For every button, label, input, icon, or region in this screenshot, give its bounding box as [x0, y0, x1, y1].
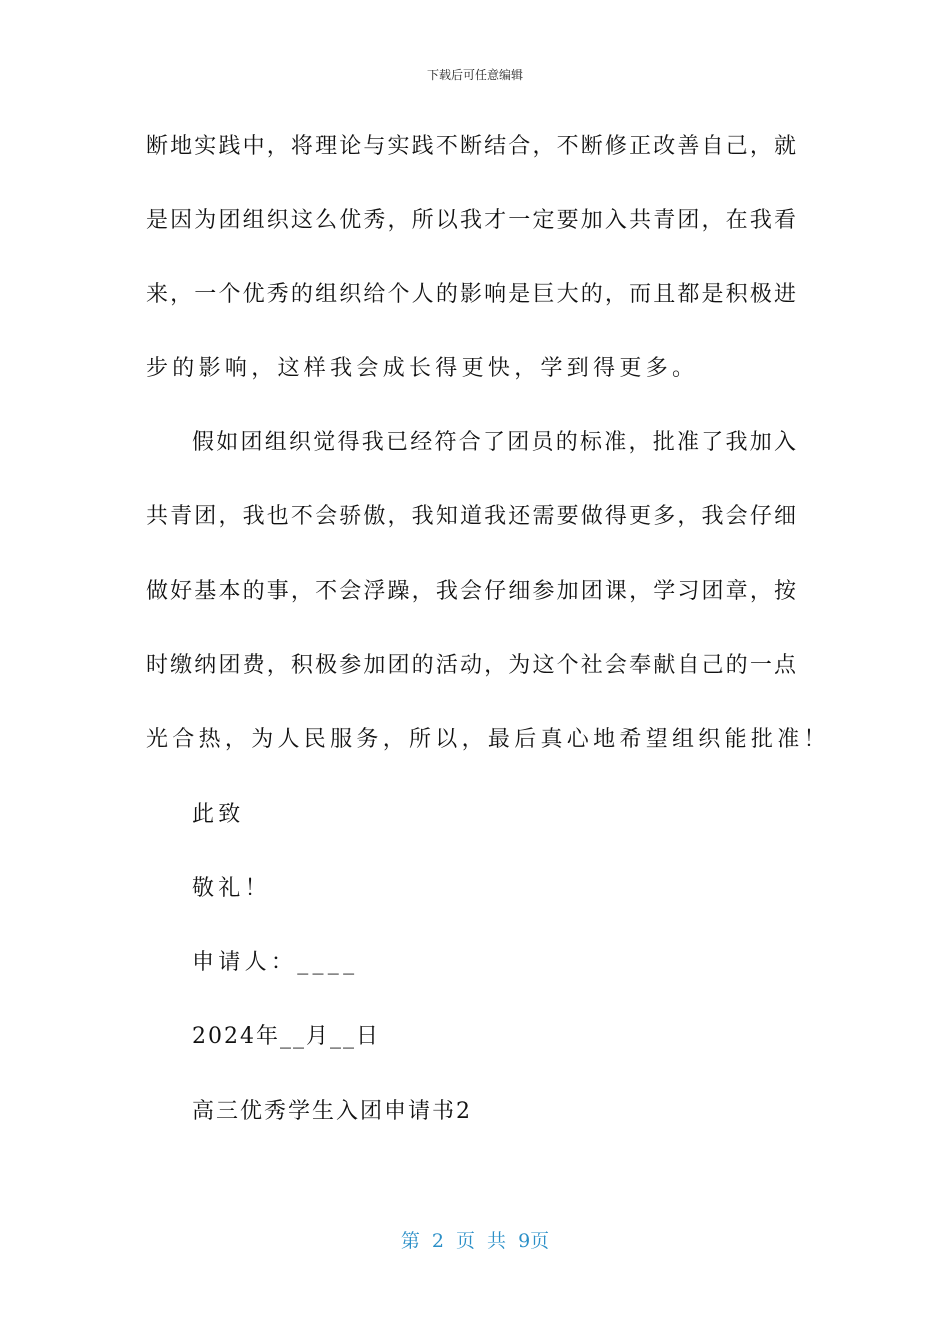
page-footer: 第 2 页 共 9页	[400, 1230, 550, 1252]
paragraph-line: 步的影响，这样我会成长得更快，学到得更多。	[146, 356, 699, 381]
paragraph-line: 假如团组织觉得我已经符合了团员的标准，批准了我加入	[192, 430, 796, 455]
paragraph-line: 光合热，为人民服务，所以，最后真心地希望组织能批准！	[146, 727, 830, 752]
paragraph-line: 是因为团组织这么优秀，所以我才一定要加入共青团，在我看	[146, 208, 796, 233]
paragraph-line: 断地实践中，将理论与实践不断结合，不断修正改善自己，就	[146, 134, 796, 159]
closing-text: 此致	[192, 802, 245, 827]
page-header: 下载后可任意编辑	[426, 68, 523, 82]
paragraph-line: 共青团，我也不会骄傲，我知道我还需要做得更多，我会仔细	[146, 504, 796, 529]
date-line: 2024年__月__日	[192, 1024, 380, 1049]
applicant-line: 申请人：____	[192, 950, 359, 975]
paragraph-line: 时缴纳团费，积极参加团的活动，为这个社会奉献自己的一点	[146, 653, 796, 678]
next-section-title: 高三优秀学生入团申请书2	[192, 1099, 472, 1124]
salute-text: 敬礼！	[192, 876, 271, 901]
paragraph-line: 来，一个优秀的组织给个人的影响是巨大的，而且都是积极进	[146, 282, 796, 307]
paragraph-line: 做好基本的事，不会浮躁，我会仔细参加团课，学习团章，按	[146, 579, 796, 604]
